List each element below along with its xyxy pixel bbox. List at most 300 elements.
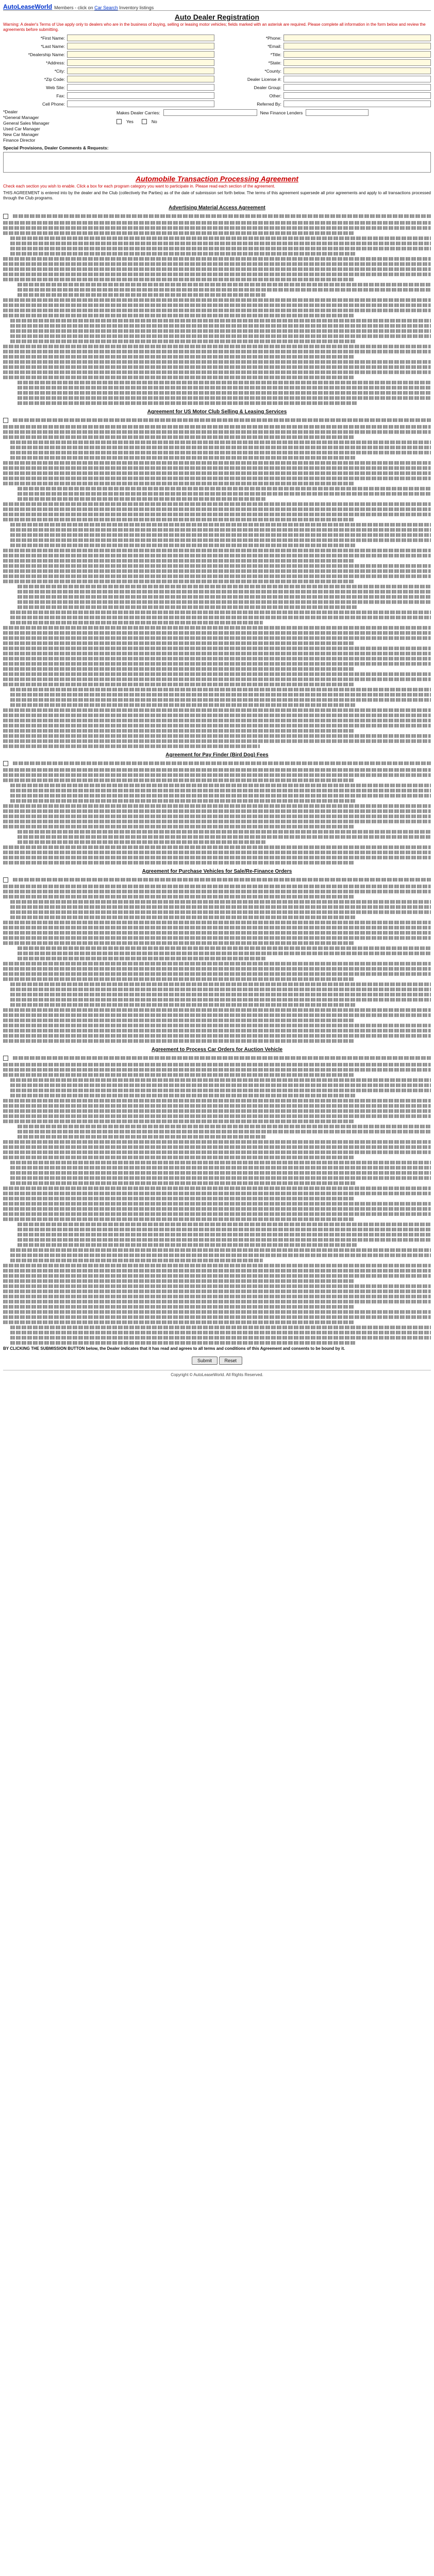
text-line (3, 267, 431, 271)
field-label: *Dealership Name: (28, 52, 65, 57)
text-line (3, 1029, 431, 1032)
yes-label: Yes (126, 118, 133, 124)
text-line (10, 528, 431, 532)
text-line (10, 538, 431, 542)
field-label: Web Site: (46, 84, 65, 90)
paragraph (3, 1202, 431, 1221)
text-line (3, 226, 431, 230)
button-row (3, 1357, 431, 1365)
new-finance-label: New Finance Lenders (260, 110, 303, 115)
text-line (18, 293, 265, 297)
text-line (3, 626, 431, 630)
text-line (3, 1120, 354, 1123)
text-line (3, 778, 354, 782)
paragraph (3, 221, 431, 235)
paragraph (3, 440, 431, 460)
text-line (18, 1238, 431, 1242)
text-line (10, 993, 431, 996)
text-line (18, 1243, 357, 1247)
field-label: *Last Name: (41, 43, 65, 49)
special-label: Special Provisions, Dealer Comments & Requests: (3, 145, 109, 150)
registration-warning: Warning: A dealer's Terms of Use apply only to dealers who are in the business of buying, selling or leasing motor vehicles; fields marked with an asterisk are required. Please complete all information in the form below and review the agreements before submitting. (3, 22, 426, 32)
paragraph (3, 1223, 431, 1247)
form-row (220, 76, 431, 82)
car-search-link[interactable]: Car Search (94, 5, 118, 10)
text-line (3, 977, 354, 981)
field-input[interactable] (67, 84, 214, 91)
text-line (3, 708, 431, 712)
text-line (3, 1212, 431, 1216)
text-line (3, 890, 431, 893)
field-label: *First Name: (40, 35, 65, 41)
agreement-section (3, 869, 431, 1043)
text-line (13, 214, 431, 218)
text-line (3, 1279, 354, 1283)
text-line (10, 693, 431, 697)
text-line (3, 809, 431, 813)
text-line (18, 840, 265, 844)
text-line (10, 998, 431, 1002)
finance-input[interactable] (306, 109, 369, 116)
makes-input[interactable] (163, 109, 257, 116)
text-line (18, 1125, 431, 1128)
text-line (3, 739, 431, 743)
field-input[interactable] (283, 84, 431, 91)
text-line (3, 1320, 354, 1324)
text-line (18, 600, 431, 604)
text-line (3, 967, 431, 971)
field-label: *Zip Code: (44, 76, 65, 82)
field-label: Fax: (56, 93, 65, 98)
paragraph (3, 1063, 431, 1077)
field-input[interactable] (67, 67, 214, 74)
text-line (18, 957, 265, 960)
paragraph (3, 1161, 431, 1185)
text-line (3, 314, 354, 317)
text-line (10, 1171, 431, 1175)
text-line (10, 1094, 355, 1097)
form-row (3, 35, 214, 41)
text-line (10, 319, 431, 323)
paragraph (3, 768, 431, 782)
text-line (10, 1166, 431, 1170)
field-input[interactable] (67, 43, 214, 49)
text-line (3, 1310, 431, 1314)
text-line (3, 1284, 431, 1288)
text-line (10, 329, 431, 333)
text-line (3, 931, 431, 935)
footer: Copyright © AutoLeaseWorld. All Rights Reserved. (3, 1370, 431, 1377)
text-line (10, 533, 431, 537)
text-line (3, 1150, 431, 1154)
role-item: *Dealer (3, 109, 18, 114)
paragraph (3, 345, 431, 359)
paragraph (3, 1264, 431, 1283)
role-list (3, 109, 106, 143)
section-title: Agreement for US Motor Club Selling & Leasing Services (147, 409, 287, 415)
text-line (3, 845, 431, 849)
text-line (18, 492, 431, 496)
paragraph (3, 585, 431, 609)
text-line (10, 910, 431, 914)
paragraph (3, 672, 431, 686)
form-row (3, 67, 214, 74)
text-line (10, 916, 355, 919)
text-line (10, 446, 431, 449)
top-bar-text: Members - click on Car Search Inventory listings (54, 5, 154, 10)
text-line (10, 247, 431, 250)
text-line (18, 952, 431, 955)
field-input[interactable] (283, 59, 431, 66)
text-line (3, 631, 431, 635)
text-line (3, 714, 431, 717)
submit-button[interactable]: Submit (192, 1357, 218, 1365)
text-line (10, 456, 355, 460)
paragraph (3, 1140, 431, 1159)
role-item: Finance Director (3, 138, 36, 143)
text-line (10, 440, 431, 444)
text-line (10, 252, 355, 256)
text-line (3, 1068, 431, 1072)
text-line (3, 273, 431, 276)
text-line (10, 611, 431, 614)
text-line (10, 621, 263, 624)
makes-label: Makes Dealer Carries: (116, 110, 160, 115)
text-line (18, 391, 431, 395)
text-line (18, 381, 431, 384)
field-label: *Title: (270, 52, 281, 57)
field-input[interactable] (283, 92, 431, 99)
text-line (3, 425, 431, 429)
paragraph (3, 1310, 431, 1324)
paragraph (3, 360, 431, 379)
text-line (13, 878, 431, 882)
text-line (3, 1039, 354, 1043)
text-line (10, 616, 431, 619)
text-line (18, 835, 431, 839)
special-provisions-textarea[interactable] (3, 152, 431, 173)
text-line (3, 895, 354, 899)
text-line (3, 652, 431, 655)
text-line (3, 820, 431, 823)
text-line (3, 1073, 354, 1077)
text-line (3, 345, 431, 348)
text-line (10, 242, 431, 245)
paragraph (3, 502, 431, 521)
form-row (3, 100, 214, 107)
field-label: *Address: (46, 60, 65, 65)
paragraph (3, 319, 431, 343)
paragraph (3, 885, 431, 899)
section-title: Advertising Material Access Agreement (169, 205, 265, 211)
text-line (3, 564, 431, 568)
text-line (18, 590, 431, 594)
text-line (3, 962, 431, 965)
form-row (220, 100, 431, 107)
text-line (3, 1145, 431, 1149)
no-checkbox[interactable] (142, 119, 147, 124)
text-line (3, 734, 431, 738)
text-line (3, 1290, 431, 1293)
agreement-section (3, 205, 431, 405)
text-line (3, 851, 431, 854)
paragraph (3, 523, 431, 547)
text-line (3, 1156, 354, 1159)
paragraph (3, 1008, 431, 1022)
form-row (220, 84, 431, 91)
paragraph (3, 1187, 431, 1200)
text-line (3, 518, 354, 521)
text-line (3, 466, 431, 470)
paragraph (3, 921, 431, 945)
yes-checkbox[interactable] (116, 119, 122, 124)
paragraph (3, 647, 431, 671)
text-line (3, 482, 354, 485)
text-line (3, 513, 431, 516)
text-line (3, 1192, 431, 1195)
text-line (10, 1176, 431, 1180)
text-line (10, 1259, 263, 1262)
text-line (3, 657, 431, 660)
text-line (10, 324, 431, 328)
text-line (3, 559, 354, 563)
section-enable-checkbox[interactable] (3, 214, 8, 219)
paragraph (3, 549, 431, 563)
text-line (3, 972, 431, 976)
text-line (3, 262, 431, 266)
field-label: *City: (54, 68, 65, 74)
text-line (3, 549, 431, 552)
form-row (3, 76, 214, 82)
agreement-section (3, 409, 431, 748)
text-line (3, 1300, 431, 1303)
text-line (3, 1197, 354, 1200)
field-input[interactable] (283, 51, 431, 58)
text-line (3, 744, 260, 748)
text-line (10, 1161, 431, 1164)
field-input[interactable] (67, 100, 214, 107)
field-input[interactable] (283, 35, 431, 41)
field-input[interactable] (283, 67, 431, 74)
agreement-title: Automobile Transaction Processing Agreement (136, 175, 298, 183)
text-line (3, 677, 431, 681)
text-line (3, 641, 354, 645)
field-input[interactable] (67, 92, 214, 99)
text-line (10, 1083, 431, 1087)
text-line (3, 729, 354, 733)
text-line (10, 1089, 431, 1092)
field-input[interactable] (283, 76, 431, 82)
form-row (220, 51, 431, 58)
text-line (10, 789, 431, 792)
text-line (3, 815, 431, 818)
text-line (18, 1233, 431, 1236)
role-list-block (3, 109, 431, 143)
text-line (3, 1264, 431, 1267)
paragraph (3, 1284, 431, 1309)
text-line (3, 435, 354, 439)
field-input[interactable] (67, 35, 214, 41)
text-line (3, 719, 431, 722)
text-line (10, 1336, 431, 1340)
text-line (10, 1248, 431, 1252)
agreement-sections (3, 205, 431, 1345)
text-line (10, 988, 431, 991)
section-enable-checkbox[interactable] (3, 1056, 8, 1061)
field-input[interactable] (283, 43, 431, 49)
form-row (3, 59, 214, 66)
section-title: Agreement to Process Car Orders for Auction Vehicle (151, 1047, 283, 1053)
brand-logo[interactable]: AutoLeaseWorld (3, 3, 53, 10)
text-line (18, 497, 265, 501)
text-line (18, 396, 431, 400)
paragraph (3, 784, 431, 803)
text-line (3, 921, 431, 924)
text-line (3, 278, 354, 281)
makes-block (116, 109, 431, 143)
text-line (3, 231, 354, 235)
text-line (10, 1181, 355, 1185)
registration-title: Auto Dealer Registration (174, 13, 260, 21)
section-enable-checkbox[interactable] (3, 761, 8, 766)
text-line (3, 885, 431, 888)
text-line (3, 350, 431, 353)
field-label: *Email: (268, 43, 281, 49)
paragraph (3, 298, 431, 317)
form-row (3, 92, 214, 99)
text-line (3, 309, 431, 312)
paragraph (3, 845, 431, 865)
section-title: Agreement for Pay Finder (Bird Dog) Fees (165, 752, 269, 758)
role-item: General Sales Manager (3, 121, 49, 126)
text-line (3, 861, 354, 865)
text-line (18, 830, 431, 834)
text-line (10, 688, 431, 691)
paragraph (3, 461, 431, 485)
section-enable-checkbox[interactable] (3, 418, 8, 423)
text-line (3, 360, 431, 364)
text-line (3, 672, 431, 676)
no-label: No (151, 118, 157, 124)
reset-button[interactable]: Reset (219, 1357, 243, 1365)
paragraph (3, 982, 431, 1007)
text-line (3, 502, 431, 506)
paragraph (3, 1125, 431, 1139)
field-input[interactable] (283, 100, 431, 107)
text-line (10, 1341, 355, 1345)
paragraph (3, 611, 431, 624)
text-line (3, 1024, 431, 1027)
field-label: *County: (264, 68, 281, 74)
paragraph (3, 1248, 431, 1262)
page (3, 0, 431, 1377)
field-label: *State: (268, 60, 281, 65)
text-line (10, 1331, 431, 1334)
field-label: Dealer License #: (247, 76, 281, 82)
text-line (3, 461, 431, 465)
form-row (220, 35, 431, 41)
text-line (3, 768, 431, 772)
text-line (10, 1253, 431, 1257)
section-enable-checkbox[interactable] (3, 877, 8, 883)
paragraph (3, 1099, 431, 1123)
text-line (10, 900, 431, 904)
text-line (3, 936, 431, 940)
paragraph (3, 283, 431, 297)
registration-form (3, 35, 431, 107)
top-bar (3, 0, 431, 11)
text-line (3, 370, 431, 374)
text-line (18, 288, 431, 292)
text-line (3, 1019, 354, 1022)
text-line (3, 1114, 431, 1118)
field-input[interactable] (67, 59, 214, 66)
text-line (3, 477, 431, 480)
text-line (3, 1269, 431, 1273)
paragraph (3, 1326, 431, 1345)
text-line (3, 569, 431, 573)
text-line (3, 257, 431, 261)
form-row (220, 92, 431, 99)
text-line (3, 636, 431, 640)
text-line (10, 698, 431, 702)
paragraph (3, 900, 431, 919)
text-line (10, 905, 431, 909)
paragraph (3, 257, 431, 281)
text-line (3, 221, 431, 225)
agreement-section (3, 752, 431, 865)
text-line (3, 1109, 431, 1113)
form-row (3, 84, 214, 91)
text-line (10, 334, 431, 338)
text-line (10, 236, 431, 240)
paragraph (3, 734, 431, 748)
paragraph (3, 236, 431, 256)
text-line (3, 580, 354, 583)
text-line (3, 303, 431, 307)
paragraph (3, 946, 431, 960)
paragraph (3, 487, 431, 501)
text-line (3, 1013, 431, 1017)
role-item: Used Car Manager (3, 126, 40, 131)
text-line (18, 1228, 431, 1231)
text-line (3, 1217, 354, 1221)
field-input[interactable] (67, 76, 214, 82)
text-line (3, 298, 431, 302)
text-line (3, 724, 431, 727)
text-line (18, 1135, 265, 1139)
text-line (3, 647, 431, 650)
text-line (3, 574, 431, 578)
text-line (3, 1187, 431, 1190)
text-line (3, 1140, 431, 1144)
section-title: Agreement for Purchase Vehicles for Sale/Re-Finance Orders (142, 869, 292, 874)
text-line (18, 386, 431, 389)
agreement-intro: THIS AGREEMENT is entered into by the dealer and the Club (collectively the Parties) as of the date of submission set forth below. The terms of this agreement supersede all prior agreements and apply to all transactions processed through the Club programs. (3, 191, 431, 200)
form-row (3, 51, 214, 58)
text-line (13, 1056, 431, 1060)
text-line (3, 507, 431, 511)
text-line (3, 1305, 354, 1309)
text-line (18, 1223, 431, 1226)
text-line (13, 761, 431, 765)
role-item: *General Manager (3, 115, 39, 120)
field-input[interactable] (67, 51, 214, 58)
text-line (3, 1295, 431, 1298)
text-line (3, 667, 354, 671)
field-label: Other: (269, 93, 281, 98)
text-line (10, 451, 431, 454)
